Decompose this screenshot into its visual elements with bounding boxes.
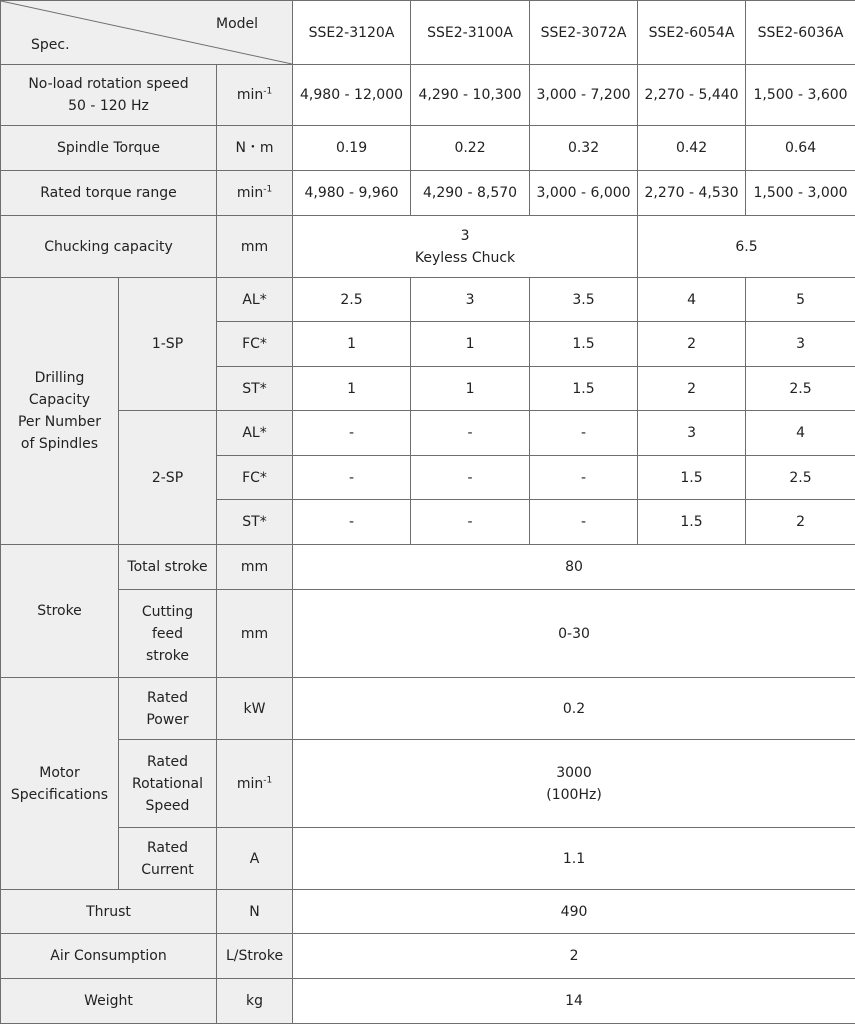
- noload-value: 1,500 - 3,600: [746, 65, 855, 126]
- drill-value: -: [293, 411, 411, 456]
- material-label: FC*: [217, 322, 293, 367]
- model-header: SSE2-6054A: [638, 1, 746, 65]
- drill-value: 1.5: [638, 456, 746, 500]
- drill-value: 1: [293, 367, 411, 411]
- drill-value: 2.5: [293, 278, 411, 322]
- motor-speed-row: [1, 740, 855, 828]
- torque-value: 0.42: [638, 126, 746, 171]
- torque-value: 0.22: [411, 126, 530, 171]
- drill-value: 2: [746, 500, 855, 545]
- rated-speed-label: Rated Rotational Speed: [119, 740, 217, 828]
- drill-value: -: [530, 411, 638, 456]
- chucking-value-group1: 3 Keyless Chuck: [293, 216, 638, 278]
- drill-row: [1, 411, 855, 456]
- drill-value: 2.5: [746, 456, 855, 500]
- cutting-stroke-value: 0-30: [293, 590, 855, 678]
- motor-power-row: [1, 678, 855, 740]
- weight-label: Weight: [1, 979, 217, 1024]
- thrust-label: Thrust: [1, 890, 217, 934]
- weight-unit: kg: [217, 979, 293, 1024]
- drill-value: -: [293, 456, 411, 500]
- air-unit: L/Stroke: [217, 934, 293, 979]
- thrust-row: [1, 890, 855, 934]
- noload-value: 4,980 - 12,000: [293, 65, 411, 126]
- rated-current-value: 1.1: [293, 828, 855, 890]
- drilling-label: Drilling Capacity Per Number of Spindles: [1, 278, 119, 545]
- rated-range-value: 2,270 - 4,530: [638, 171, 746, 216]
- drill-value: -: [530, 500, 638, 545]
- noload-value: 4,290 - 10,300: [411, 65, 530, 126]
- sp1-label: 1-SP: [119, 278, 217, 411]
- drill-value: -: [530, 456, 638, 500]
- rated-power-unit: kW: [217, 678, 293, 740]
- thrust-value: 490: [293, 890, 855, 934]
- header-row: [1, 1, 855, 65]
- thrust-unit: N: [217, 890, 293, 934]
- drill-value: 2: [638, 322, 746, 367]
- weight-value: 14: [293, 979, 855, 1024]
- rated-current-unit: A: [217, 828, 293, 890]
- torque-value: 0.64: [746, 126, 855, 171]
- drill-value: 3: [411, 278, 530, 322]
- rated-range-value: 1,500 - 3,000: [746, 171, 855, 216]
- model-header: SSE2-6036A: [746, 1, 855, 65]
- drill-value: -: [411, 411, 530, 456]
- torque-value: 0.19: [293, 126, 411, 171]
- drill-value: 4: [638, 278, 746, 322]
- total-stroke-unit: mm: [217, 545, 293, 590]
- cutting-stroke-unit: mm: [217, 590, 293, 678]
- drill-value: -: [411, 500, 530, 545]
- weight-row: [1, 979, 855, 1024]
- drill-value: 3: [746, 322, 855, 367]
- drill-value: 4: [746, 411, 855, 456]
- torque-value: 0.32: [530, 126, 638, 171]
- total-stroke-value: 80: [293, 545, 855, 590]
- drill-value: 2.5: [746, 367, 855, 411]
- drill-value: 1.5: [530, 322, 638, 367]
- rated-power-value: 0.2: [293, 678, 855, 740]
- rated-power-label: Rated Power: [119, 678, 217, 740]
- drill-value: -: [411, 456, 530, 500]
- rated-range-value: 4,980 - 9,960: [293, 171, 411, 216]
- rated-range-row: [1, 171, 855, 216]
- drill-row: [1, 278, 855, 322]
- chucking-unit: mm: [217, 216, 293, 278]
- material-label: ST*: [217, 500, 293, 545]
- drill-value: -: [293, 500, 411, 545]
- drill-value: 1.5: [638, 500, 746, 545]
- sp2-label: 2-SP: [119, 411, 217, 545]
- drill-value: 1: [411, 367, 530, 411]
- air-row: [1, 934, 855, 979]
- noload-row: [1, 65, 855, 126]
- rated-range-value: 3,000 - 6,000: [530, 171, 638, 216]
- total-stroke-label: Total stroke: [119, 545, 217, 590]
- rated-range-unit: $\min^{-1}$: [217, 171, 293, 216]
- chucking-value-group2: 6.5: [638, 216, 855, 278]
- header-corner-cell: [1, 1, 293, 65]
- cutting-stroke-label: Cutting feed stroke: [119, 590, 217, 678]
- rated-speed-value: 3000 (100Hz): [293, 740, 855, 828]
- stroke-total-row: [1, 545, 855, 590]
- material-label: AL*: [217, 278, 293, 322]
- material-label: ST*: [217, 367, 293, 411]
- drill-value: 2: [638, 367, 746, 411]
- rated-range-value: 4,290 - 8,570: [411, 171, 530, 216]
- model-label: Model: [215, 16, 259, 32]
- rated-range-label: Rated torque range: [1, 171, 217, 216]
- noload-unit: $\min^{-1}$: [217, 65, 293, 126]
- drill-value: 3: [638, 411, 746, 456]
- material-label: AL*: [217, 411, 293, 456]
- stroke-label: Stroke: [1, 545, 119, 678]
- noload-value: 2,270 - 5,440: [638, 65, 746, 126]
- drill-value: 1: [293, 322, 411, 367]
- drill-value: 3.5: [530, 278, 638, 322]
- drill-value: 1.5: [530, 367, 638, 411]
- drill-value: 1: [411, 322, 530, 367]
- rated-current-label: Rated Current: [119, 828, 217, 890]
- material-label: FC*: [217, 456, 293, 500]
- motor-label: Motor Specifications: [1, 678, 119, 890]
- motor-current-row: [1, 828, 855, 890]
- air-label: Air Consumption: [1, 934, 217, 979]
- torque-unit: N・m: [217, 126, 293, 171]
- chucking-row: [1, 216, 855, 278]
- noload-value: 3,000 - 7,200: [530, 65, 638, 126]
- noload-label: No-load rotation speed 50 - 120 Hz: [1, 65, 217, 126]
- model-header: SSE2-3072A: [530, 1, 638, 65]
- spec-label: Spec.: [31, 37, 70, 53]
- stroke-cutting-row: [1, 590, 855, 678]
- chucking-label: Chucking capacity: [1, 216, 217, 278]
- model-header: SSE2-3100A: [411, 1, 530, 65]
- air-value: 2: [293, 934, 855, 979]
- torque-row: [1, 126, 855, 171]
- model-header: SSE2-3120A: [293, 1, 411, 65]
- rated-speed-unit: $\min^{-1}$: [217, 740, 293, 828]
- drill-value: 5: [746, 278, 855, 322]
- torque-label: Spindle Torque: [1, 126, 217, 171]
